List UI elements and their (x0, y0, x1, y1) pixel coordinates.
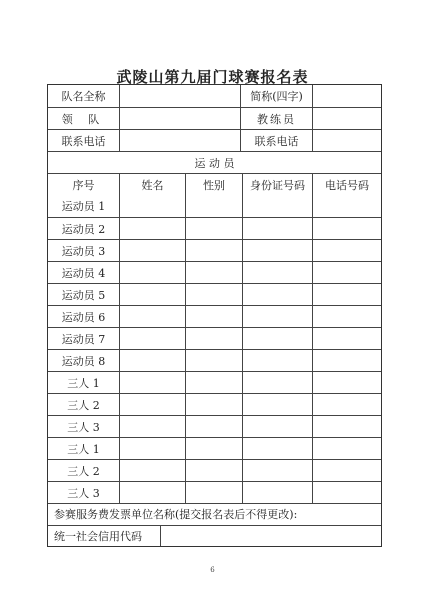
id-number-cell[interactable] (242, 372, 312, 393)
col-header-no: 序号 (72, 178, 95, 192)
page-number: 6 (210, 566, 215, 574)
gender-cell[interactable] (185, 438, 242, 459)
gender-cell[interactable] (185, 306, 242, 327)
registration-form (47, 84, 382, 547)
gender-cell[interactable] (185, 240, 242, 261)
col-header-id: 身份证号码 (242, 174, 312, 195)
table-row (48, 393, 381, 415)
gender-cell[interactable] (185, 262, 242, 283)
name-cell[interactable] (119, 460, 185, 481)
table-row (48, 217, 381, 239)
row-label: 三人 3 (67, 420, 100, 434)
name-cell[interactable] (119, 306, 185, 327)
gender-cell[interactable] (185, 416, 242, 437)
phone-cell[interactable] (312, 306, 381, 327)
row-label: 运动员 1 (61, 200, 106, 213)
coach-phone-field[interactable] (312, 130, 381, 151)
id-number-cell[interactable] (242, 306, 312, 327)
row-label: 运动员 5 (61, 288, 106, 302)
name-cell[interactable] (119, 416, 185, 437)
credit-code-field[interactable] (160, 526, 381, 547)
table-row (48, 415, 381, 437)
gender-cell[interactable] (185, 328, 242, 349)
phone-cell[interactable] (312, 460, 381, 481)
invoice-label: 参赛服务费发票单位名称(提交报名表后不得更改): (54, 508, 298, 522)
row-label: 运动员 2 (61, 222, 106, 236)
id-number-cell[interactable] (242, 416, 312, 437)
row-label: 运动员 7 (61, 332, 106, 346)
team-name-label: 队名全称 (61, 90, 106, 103)
invoice-row (48, 503, 381, 525)
phone-cell[interactable] (312, 218, 381, 239)
id-number-cell[interactable] (242, 240, 312, 261)
id-number-cell[interactable] (242, 328, 312, 349)
id-number-cell[interactable] (242, 438, 312, 459)
table-row (48, 327, 381, 349)
id-number-cell[interactable] (242, 350, 312, 371)
table-row (48, 239, 381, 261)
gender-cell[interactable] (185, 350, 242, 371)
leader-phone-field[interactable] (119, 130, 240, 151)
table-row (48, 349, 381, 371)
id-number-cell[interactable] (242, 482, 312, 503)
table-row (48, 283, 381, 305)
athletes-section-title: 运 动 员 (194, 156, 235, 170)
short-name-label: 简称(四字) (240, 85, 312, 107)
row-label: 三人 3 (67, 486, 100, 500)
table-row (48, 261, 381, 283)
phone-cell[interactable] (312, 416, 381, 437)
col-header-name: 姓名 (119, 174, 185, 195)
row-label: 三人 2 (67, 464, 100, 478)
form-title: 武陵山第九届门球赛报名表 (116, 68, 309, 86)
row-label: 运动员 3 (61, 244, 106, 258)
phone-cell[interactable] (312, 372, 381, 393)
name-cell[interactable] (119, 240, 185, 261)
name-cell[interactable] (119, 394, 185, 415)
id-number-cell[interactable] (242, 394, 312, 415)
table-row (48, 195, 381, 217)
credit-code-label: 统一社会信用代码 (54, 529, 142, 543)
athletes-section-row (48, 151, 381, 173)
name-cell[interactable] (119, 482, 185, 503)
row-label: 三人 1 (67, 442, 100, 456)
col-header-gender: 性别 (185, 174, 242, 195)
phone-cell[interactable] (312, 438, 381, 459)
team-name-field[interactable] (119, 85, 240, 107)
name-cell[interactable] (119, 262, 185, 283)
table-row (48, 305, 381, 327)
phone-cell[interactable] (312, 394, 381, 415)
phone-cell[interactable] (312, 328, 381, 349)
name-cell[interactable] (119, 195, 185, 217)
table-row (48, 459, 381, 481)
credit-code-row (48, 525, 381, 547)
coach-field[interactable] (312, 108, 381, 129)
gender-cell[interactable] (185, 372, 242, 393)
phone-cell[interactable] (312, 482, 381, 503)
phone-cell[interactable] (312, 195, 381, 217)
row-label: 运动员 6 (61, 310, 106, 324)
gender-cell[interactable] (185, 460, 242, 481)
gender-cell[interactable] (185, 218, 242, 239)
col-header-phone: 电话号码 (312, 174, 381, 195)
name-cell[interactable] (119, 218, 185, 239)
phone-cell[interactable] (312, 240, 381, 261)
name-cell[interactable] (119, 328, 185, 349)
gender-cell[interactable] (185, 394, 242, 415)
id-number-cell[interactable] (242, 460, 312, 481)
gender-cell[interactable] (185, 284, 242, 305)
phone-cell[interactable] (312, 262, 381, 283)
team-name-row (48, 85, 381, 107)
table-row (48, 371, 381, 393)
id-number-cell[interactable] (242, 218, 312, 239)
coach-label: 教练员 (240, 108, 312, 129)
athlete-rows (48, 195, 381, 503)
phone-cell[interactable] (312, 284, 381, 305)
short-name-field[interactable] (312, 85, 381, 107)
gender-cell[interactable] (185, 195, 242, 217)
column-header-row (48, 173, 381, 195)
name-cell[interactable] (119, 284, 185, 305)
name-cell[interactable] (119, 372, 185, 393)
phone-cell[interactable] (312, 350, 381, 371)
name-cell[interactable] (119, 350, 185, 371)
table-row (48, 481, 381, 503)
row-label: 三人 1 (67, 376, 100, 390)
contact-row (48, 129, 381, 151)
coach-phone-label: 联系电话 (240, 130, 312, 151)
id-number-cell[interactable] (242, 262, 312, 283)
leader-phone-label: 联系电话 (61, 134, 106, 148)
leader-field[interactable] (119, 108, 240, 129)
gender-cell[interactable] (185, 482, 242, 503)
id-number-cell[interactable] (242, 284, 312, 305)
row-label: 三人 2 (67, 398, 100, 412)
row-label: 运动员 8 (61, 354, 106, 368)
row-label: 运动员 4 (61, 266, 106, 280)
leader-row (48, 107, 381, 129)
leader-label: 领 队 (61, 112, 106, 126)
name-cell[interactable] (119, 438, 185, 459)
id-number-cell[interactable] (242, 195, 312, 217)
table-row (48, 437, 381, 459)
